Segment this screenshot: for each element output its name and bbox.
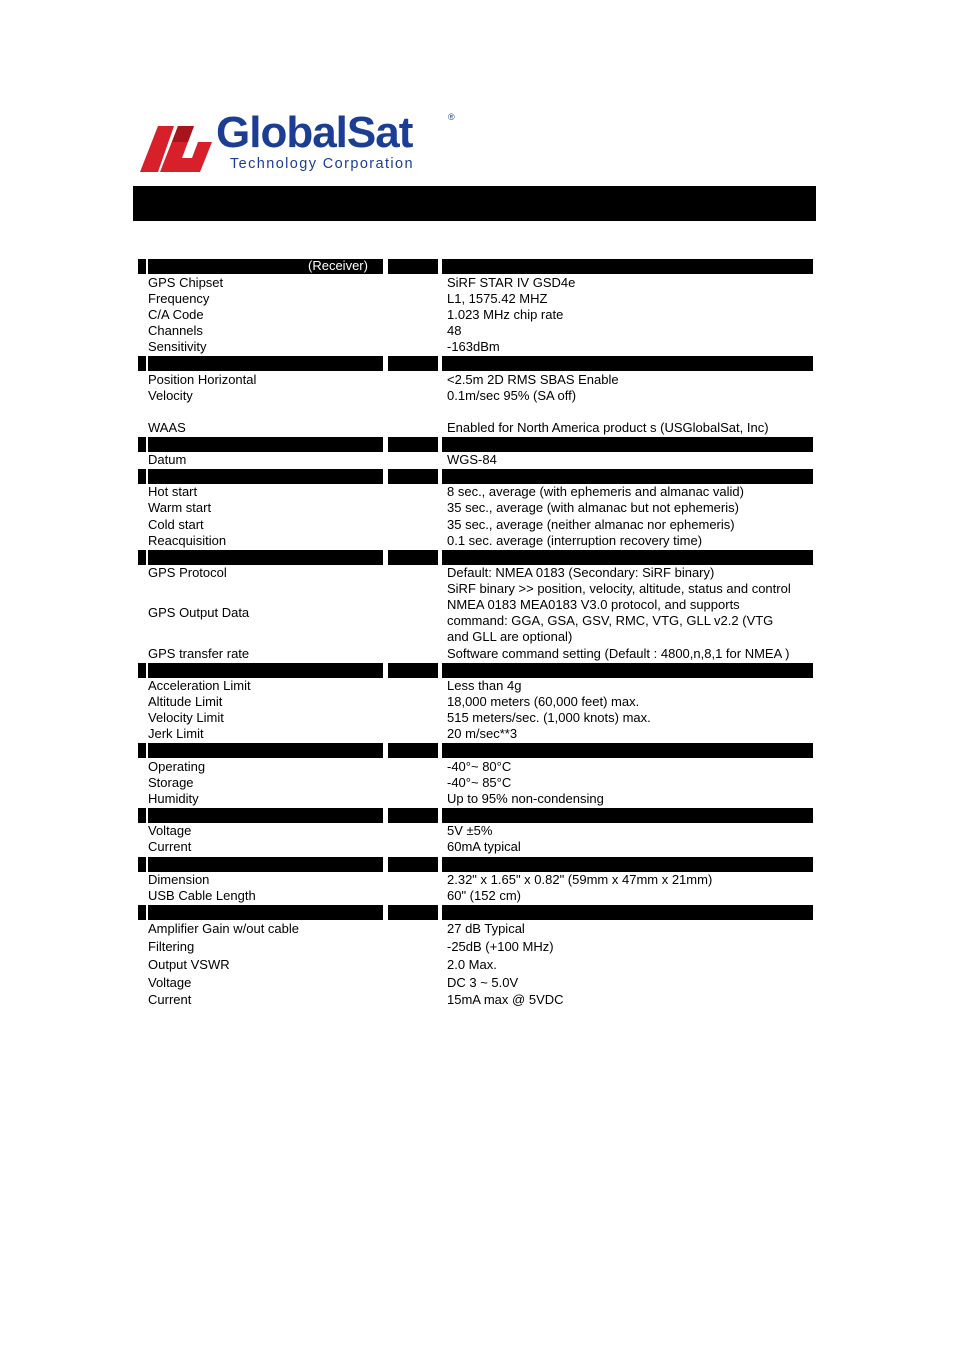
- spec-value: 60" (152 cm): [447, 888, 521, 903]
- spec-value: 48: [447, 323, 462, 338]
- spec-value: <2.5m 2D RMS SBAS Enable: [447, 372, 619, 387]
- spec-key: Voltage: [148, 823, 192, 838]
- spec-value: Up to 95% non-condensing: [447, 791, 604, 806]
- spec-value: 20 m/sec**3: [447, 726, 518, 741]
- spec-key: Current: [148, 839, 192, 854]
- spec-value: 35 sec., average (neither almanac nor ephemeris): [447, 517, 735, 532]
- spec-key: Humidity: [148, 791, 199, 806]
- spec-value: NMEA 0183 MEA0183 V3.0 protocol, and supports: [447, 597, 740, 612]
- spec-key: Filtering: [148, 939, 195, 954]
- spec-value: 5V ±5%: [447, 823, 493, 838]
- spec-value: 15mA max @ 5VDC: [447, 992, 564, 1007]
- spec-value: 1.023 MHz chip rate: [447, 307, 564, 322]
- spec-value: SiRF binary >> position, velocity, altitude, status and control: [447, 581, 791, 596]
- spec-value: 2.32" x 1.65" x 0.82" (59mm x 47mm x 21mm): [447, 872, 713, 887]
- spec-key: Velocity Limit: [148, 710, 224, 725]
- spec-value: -40°~ 80°C: [447, 759, 512, 774]
- title-bar: [133, 186, 816, 221]
- spec-value: Less than 4g: [447, 678, 522, 693]
- spec-value: DC 3 ~ 5.0V: [447, 975, 519, 990]
- receiver-label: (Receiver): [308, 258, 368, 273]
- section-header-accuracy: [138, 356, 813, 371]
- section-header-protocol: [138, 550, 813, 565]
- spec-key: Jerk Limit: [148, 726, 204, 741]
- spec-value: 515 meters/sec. (1,000 knots) max.: [447, 710, 651, 725]
- spec-key: Operating: [148, 759, 206, 774]
- spec-key: Storage: [148, 775, 194, 790]
- spec-key: WAAS: [148, 420, 186, 435]
- logo-mark-icon: [138, 118, 218, 178]
- spec-key: GPS transfer rate: [148, 646, 250, 661]
- spec-value: 0.1m/sec 95% (SA off): [447, 388, 577, 403]
- section-header-acquisition: [138, 469, 813, 484]
- spec-key: Channels: [148, 323, 203, 338]
- spec-value: 27 dB Typical: [447, 921, 525, 936]
- spec-key: USB Cable Length: [148, 888, 256, 903]
- spec-key: GPS Output Data: [148, 605, 250, 620]
- spec-value: and GLL are optional): [447, 629, 573, 644]
- brand-subtitle: Technology Corporation: [230, 156, 414, 172]
- section-header-environment: [138, 743, 813, 758]
- section-header-datum: [138, 437, 813, 452]
- spec-value: 60mA typical: [447, 839, 521, 854]
- spec-value: -25dB (+100 MHz): [447, 939, 554, 954]
- spec-key: C/A Code: [148, 307, 204, 322]
- spec-value: command: GGA, GSA, GSV, RMC, VTG, GLL v2.2 (VTG: [447, 613, 774, 628]
- registered-mark: ®: [448, 112, 455, 122]
- spec-key: GPS Chipset: [148, 275, 224, 290]
- spec-key: Warm start: [148, 500, 212, 515]
- spec-value: Software command setting (Default : 4800,n,8,1 for NMEA ): [447, 646, 790, 661]
- brand-name: GlobalSat: [216, 108, 413, 157]
- spec-key: Voltage: [148, 975, 192, 990]
- spec-key: Datum: [148, 452, 187, 467]
- spec-key: Hot start: [148, 484, 198, 499]
- spec-value: Enabled for North America product s (USGlobalSat, Inc): [447, 420, 769, 435]
- spec-value: 35 sec., average (with almanac but not ephemeris): [447, 500, 739, 515]
- spec-value: 2.0 Max.: [447, 957, 497, 972]
- spec-key: Position Horizontal: [148, 372, 257, 387]
- spec-key: Reacquisition: [148, 533, 227, 548]
- spec-value: L1, 1575.42 MHZ: [447, 291, 548, 306]
- spec-key: Velocity: [148, 388, 193, 403]
- spec-value: 8 sec., average (with ephemeris and almanac valid): [447, 484, 744, 499]
- section-header-antenna: [138, 905, 813, 920]
- spec-key: Current: [148, 992, 192, 1007]
- spec-key: GPS Protocol: [148, 565, 227, 580]
- spec-key: Frequency: [148, 291, 210, 306]
- section-header-dynamic: [138, 663, 813, 678]
- spec-value: WGS-84: [447, 452, 497, 467]
- globalsat-logo: [138, 108, 468, 178]
- spec-value: 18,000 meters (60,000 feet) max.: [447, 694, 640, 709]
- spec-value: SiRF STAR IV GSD4e: [447, 275, 576, 290]
- spec-key: Altitude Limit: [148, 694, 223, 709]
- spec-key: Cold start: [148, 517, 204, 532]
- spec-key: Acceleration Limit: [148, 678, 251, 693]
- section-header-power: [138, 808, 813, 823]
- spec-key: Sensitivity: [148, 339, 207, 354]
- spec-value: 0.1 sec. average (interruption recovery time): [447, 533, 703, 548]
- spec-value: Default: NMEA 0183 (Secondary: SiRF binary): [447, 565, 715, 580]
- spec-key: Dimension: [148, 872, 210, 887]
- section-header-receiver: [138, 259, 813, 274]
- section-header-physical: [138, 857, 813, 872]
- spec-value: -163dBm: [447, 339, 500, 354]
- spec-value: -40°~ 85°C: [447, 775, 512, 790]
- spec-key: Amplifier Gain w/out cable: [148, 921, 300, 936]
- spec-key: Output VSWR: [148, 957, 230, 972]
